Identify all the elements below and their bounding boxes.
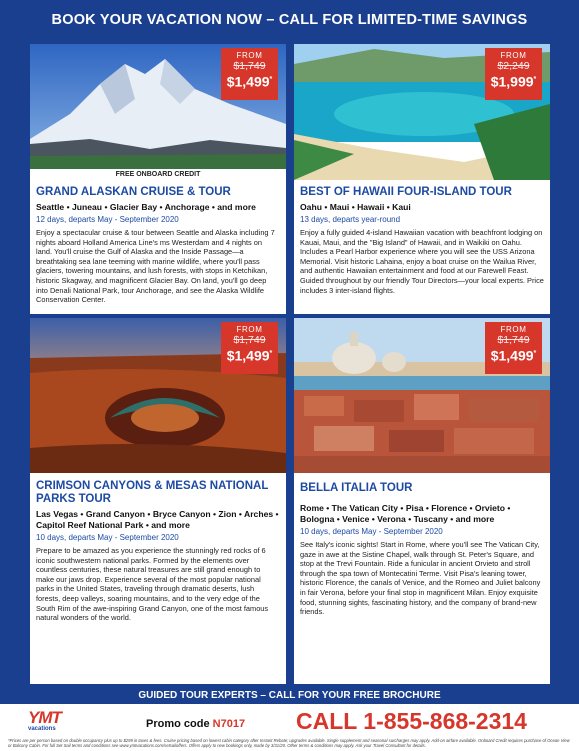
tour-description: Enjoy a spectacular cruise & tour between Seattle and Alaska including 7 nights aboard Holland America Line's ms Westerdam and 4 nights on land. You'll cruise the Gulf of Alaska and the Inside Passage—a breathtaking sea lane teeming with marine wildlife, where you'll pass glaciers, towering mountains, and lush forests, with stops in Ketchikan, historic Skagway, and magnificent Glacier Bay. On land, you'll go deep into Denali National Park, tour Anchorage, and see the Alaska Wildlife Conservation Center. <box>36 228 275 305</box>
price-tag <box>485 48 542 100</box>
price-old: $1,749 <box>497 334 530 346</box>
promo-label: Promo code <box>146 718 210 730</box>
tour-description: Prepare to be amazed as you experience the stunningly red rocks of 6 iconic southwestern national parks. Formed by the elements over countless centuries, these natural treasures are still grand enough to make our jaws drop. Experience several of the most popular national parks in the United States, traveling through dramatic deserts, lush forests, deep valleys, soaring mountains, and to the very edge of the South Rim of the awe-inspiring Grand Canyon, one of the most famous natural wonders of the world. <box>36 546 269 623</box>
tour-cities: Las Vegas • Grand Canyon • Bryce Canyon • Zion • Arches • Capitol Reef National Park • and more <box>36 509 279 530</box>
tour-description: Enjoy a fully guided 4-island Hawaiian vacation with beachfront lodging on Kauai, Maui, and the "Big Island" of Hawaii, and in Waikiki on Oahu. Includes a Pearl Harbor experience where you will see the USS Arizona Memorial. Visit historic Lahaina, enjoy a boat cruise on the Wailua River, and authentic Hawaiian entertainment and food at our Farewell Feast. Guided throughout by our friendly Tour Directors—your local experts. Price includes 3 inter-island flights. <box>300 228 544 295</box>
price-tag <box>221 322 278 374</box>
brochure-banner: GUIDED TOUR EXPERTS – CALL FOR YOUR FREE BROCHURE <box>138 690 441 701</box>
price-tag <box>221 48 278 100</box>
price-from-label: FROM <box>500 51 527 60</box>
price-from-label: FROM <box>236 325 263 334</box>
tour-card-hawaii[interactable] <box>294 44 550 314</box>
tour-title: GRAND ALASKAN CRUISE & TOUR <box>36 186 231 198</box>
tour-description: See Italy's iconic sights! Start in Rome, where you'll see The Vatican City, gaze in awe at the Sistine Chapel, walk through St. Peter's Square, and stop at the Trevi Fountain. Ride a funicular in ancient Orvieto and stroll through the spa town of Montecatini Terme. Visit Pisa's leaning tower, historic Florence, the canals of Venice, and the Romeo and Juliet balcony in fair Verona, before your final stop in magnificent Milan. Enjoy exquisite food, stunning sights, fascinating history, and the company of brand-new friends. <box>300 540 541 617</box>
call-phone-number[interactable]: CALL 1-855-868-2314 <box>296 708 527 734</box>
price-new: $1,499* <box>226 73 273 90</box>
price-new: $1,499* <box>226 347 273 364</box>
logo-subtitle: vacations <box>28 726 56 732</box>
promo-code <box>146 718 245 730</box>
tour-dates: 10 days, departs May - September 2020 <box>300 527 443 536</box>
tour-title: BEST OF HAWAII FOUR-ISLAND TOUR <box>300 186 512 198</box>
price-new: $1,999* <box>490 73 537 90</box>
price-old: $2,249 <box>497 60 530 72</box>
tour-card-canyons[interactable] <box>30 318 286 684</box>
promo-code-value: N7017 <box>212 718 246 730</box>
free-onboard-credit-label: FREE ONBOARD CREDIT <box>30 169 286 180</box>
price-old: $1,749 <box>233 60 266 72</box>
footer <box>0 704 579 751</box>
fine-print: *Prices are per person based on double occupancy plus up to $299 in taxes & fees. Cruise pricing based on lowest cabin category after Instant Rebate; upgrades available. Single supplement and seasonal surcharges may apply. Add-on airfare available. Onboard Credit requires purchase of Ocean View or Balcony Cabin. For full Set Sail terms and conditions see www.ymtvacations.com/setsailoffers. Offers apply to new bookings only, made by 3/31/20. Other terms & conditions may apply. Ask your Travel Consultant for details. <box>8 738 570 748</box>
tour-cities: Seattle • Juneau • Glacier Bay • Anchorage • and more <box>36 202 256 212</box>
logo-mark: YMT <box>28 708 61 727</box>
ymt-logo <box>28 710 74 738</box>
price-new: $1,499* <box>490 347 537 364</box>
tour-cities: Rome • The Vatican City • Pisa • Florence • Orvieto • Bologna • Venice • Verona • Tuscany • and more <box>300 503 511 524</box>
tour-card-alaska[interactable] <box>30 44 286 314</box>
top-banner: BOOK YOUR VACATION NOW – CALL FOR LIMITED-TIME SAVINGS <box>51 12 528 28</box>
price-from-label: FROM <box>500 325 527 334</box>
tour-dates: 10 days, departs May - September 2020 <box>36 533 179 542</box>
tour-card-italy[interactable] <box>294 318 550 684</box>
price-old: $1,749 <box>233 334 266 346</box>
tour-title: BELLA ITALIA TOUR <box>300 482 413 494</box>
price-tag <box>485 322 542 374</box>
tour-cities: Oahu • Maui • Hawaii • Kaui <box>300 202 411 212</box>
tour-title: CRIMSON CANYONS & MESAS NATIONAL PARKS TOUR <box>36 480 269 505</box>
tour-dates: 13 days, departs year-round <box>300 215 401 224</box>
price-from-label: FROM <box>236 51 263 60</box>
tour-dates: 12 days, departs May - September 2020 <box>36 215 179 224</box>
